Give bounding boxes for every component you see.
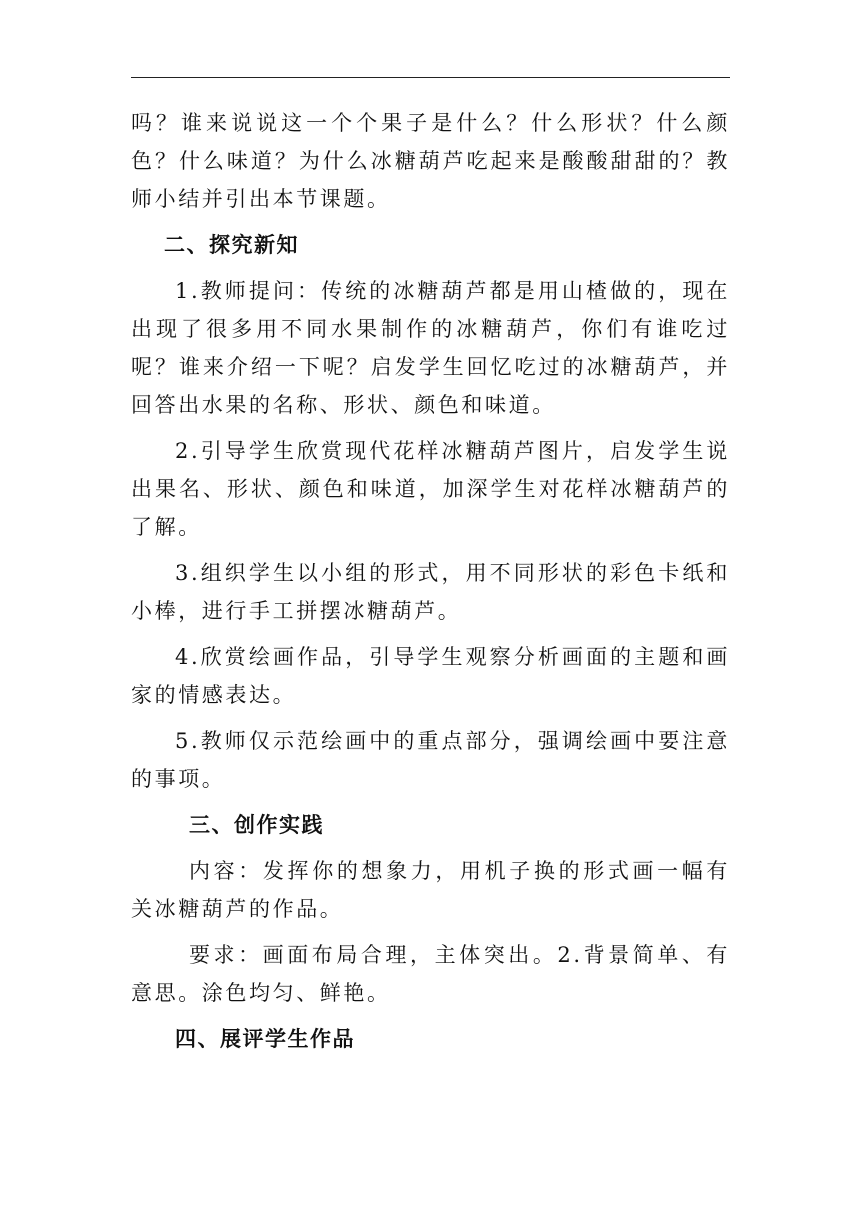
intro-paragraph: 吗？谁来说说这一个个果子是什么？什么形状？什么颜色？什么味道？为什么冰糖葫芦吃起来是酸酸甜甜的？教师小结并引出本节课题。 (131, 111, 730, 211)
explore-item-5: 5.教师仅示范绘画中的重点部分，强调绘画中要注意的事项。 (131, 729, 730, 791)
explore-item-2: 2.引导学生欣赏现代花样冰糖葫芦图片，启发学生说出果名、形状、颜色和味道，加深学生对花样冰糖葫芦的了解。 (131, 439, 730, 539)
explore-item-3: 3.组织学生以小组的形式，用不同形状的彩色卡纸和小棒，进行手工拼摆冰糖葫芦。 (131, 561, 730, 623)
section-heading-review: 四、展评学生作品 (175, 1027, 355, 1051)
explore-item-1: 1.教师提问：传统的冰糖葫芦都是用山楂做的，现在出现了很多用不同水果制作的冰糖葫芦，你们有谁吃过呢？谁来介绍一下呢？启发学生回忆吃过的冰糖葫芦，并回答出水果的名称、形状、颜色和味道。 (131, 279, 730, 417)
section-heading-practice: 三、创作实践 (189, 813, 324, 837)
section-heading-explore: 二、探究新知 (164, 233, 299, 257)
header-rule (131, 77, 730, 78)
practice-content: 内容：发挥你的想象力，用机子换的形式画一幅有关冰糖葫芦的作品。 (131, 859, 730, 921)
explore-item-4: 4.欣赏绘画作品，引导学生观察分析画面的主题和画家的情感表达。 (131, 645, 730, 707)
practice-requirement: 要求：画面布局合理，主体突出。2.背景简单、有意思。涂色均匀、鲜艳。 (131, 943, 730, 1005)
document-body (131, 104, 730, 1058)
